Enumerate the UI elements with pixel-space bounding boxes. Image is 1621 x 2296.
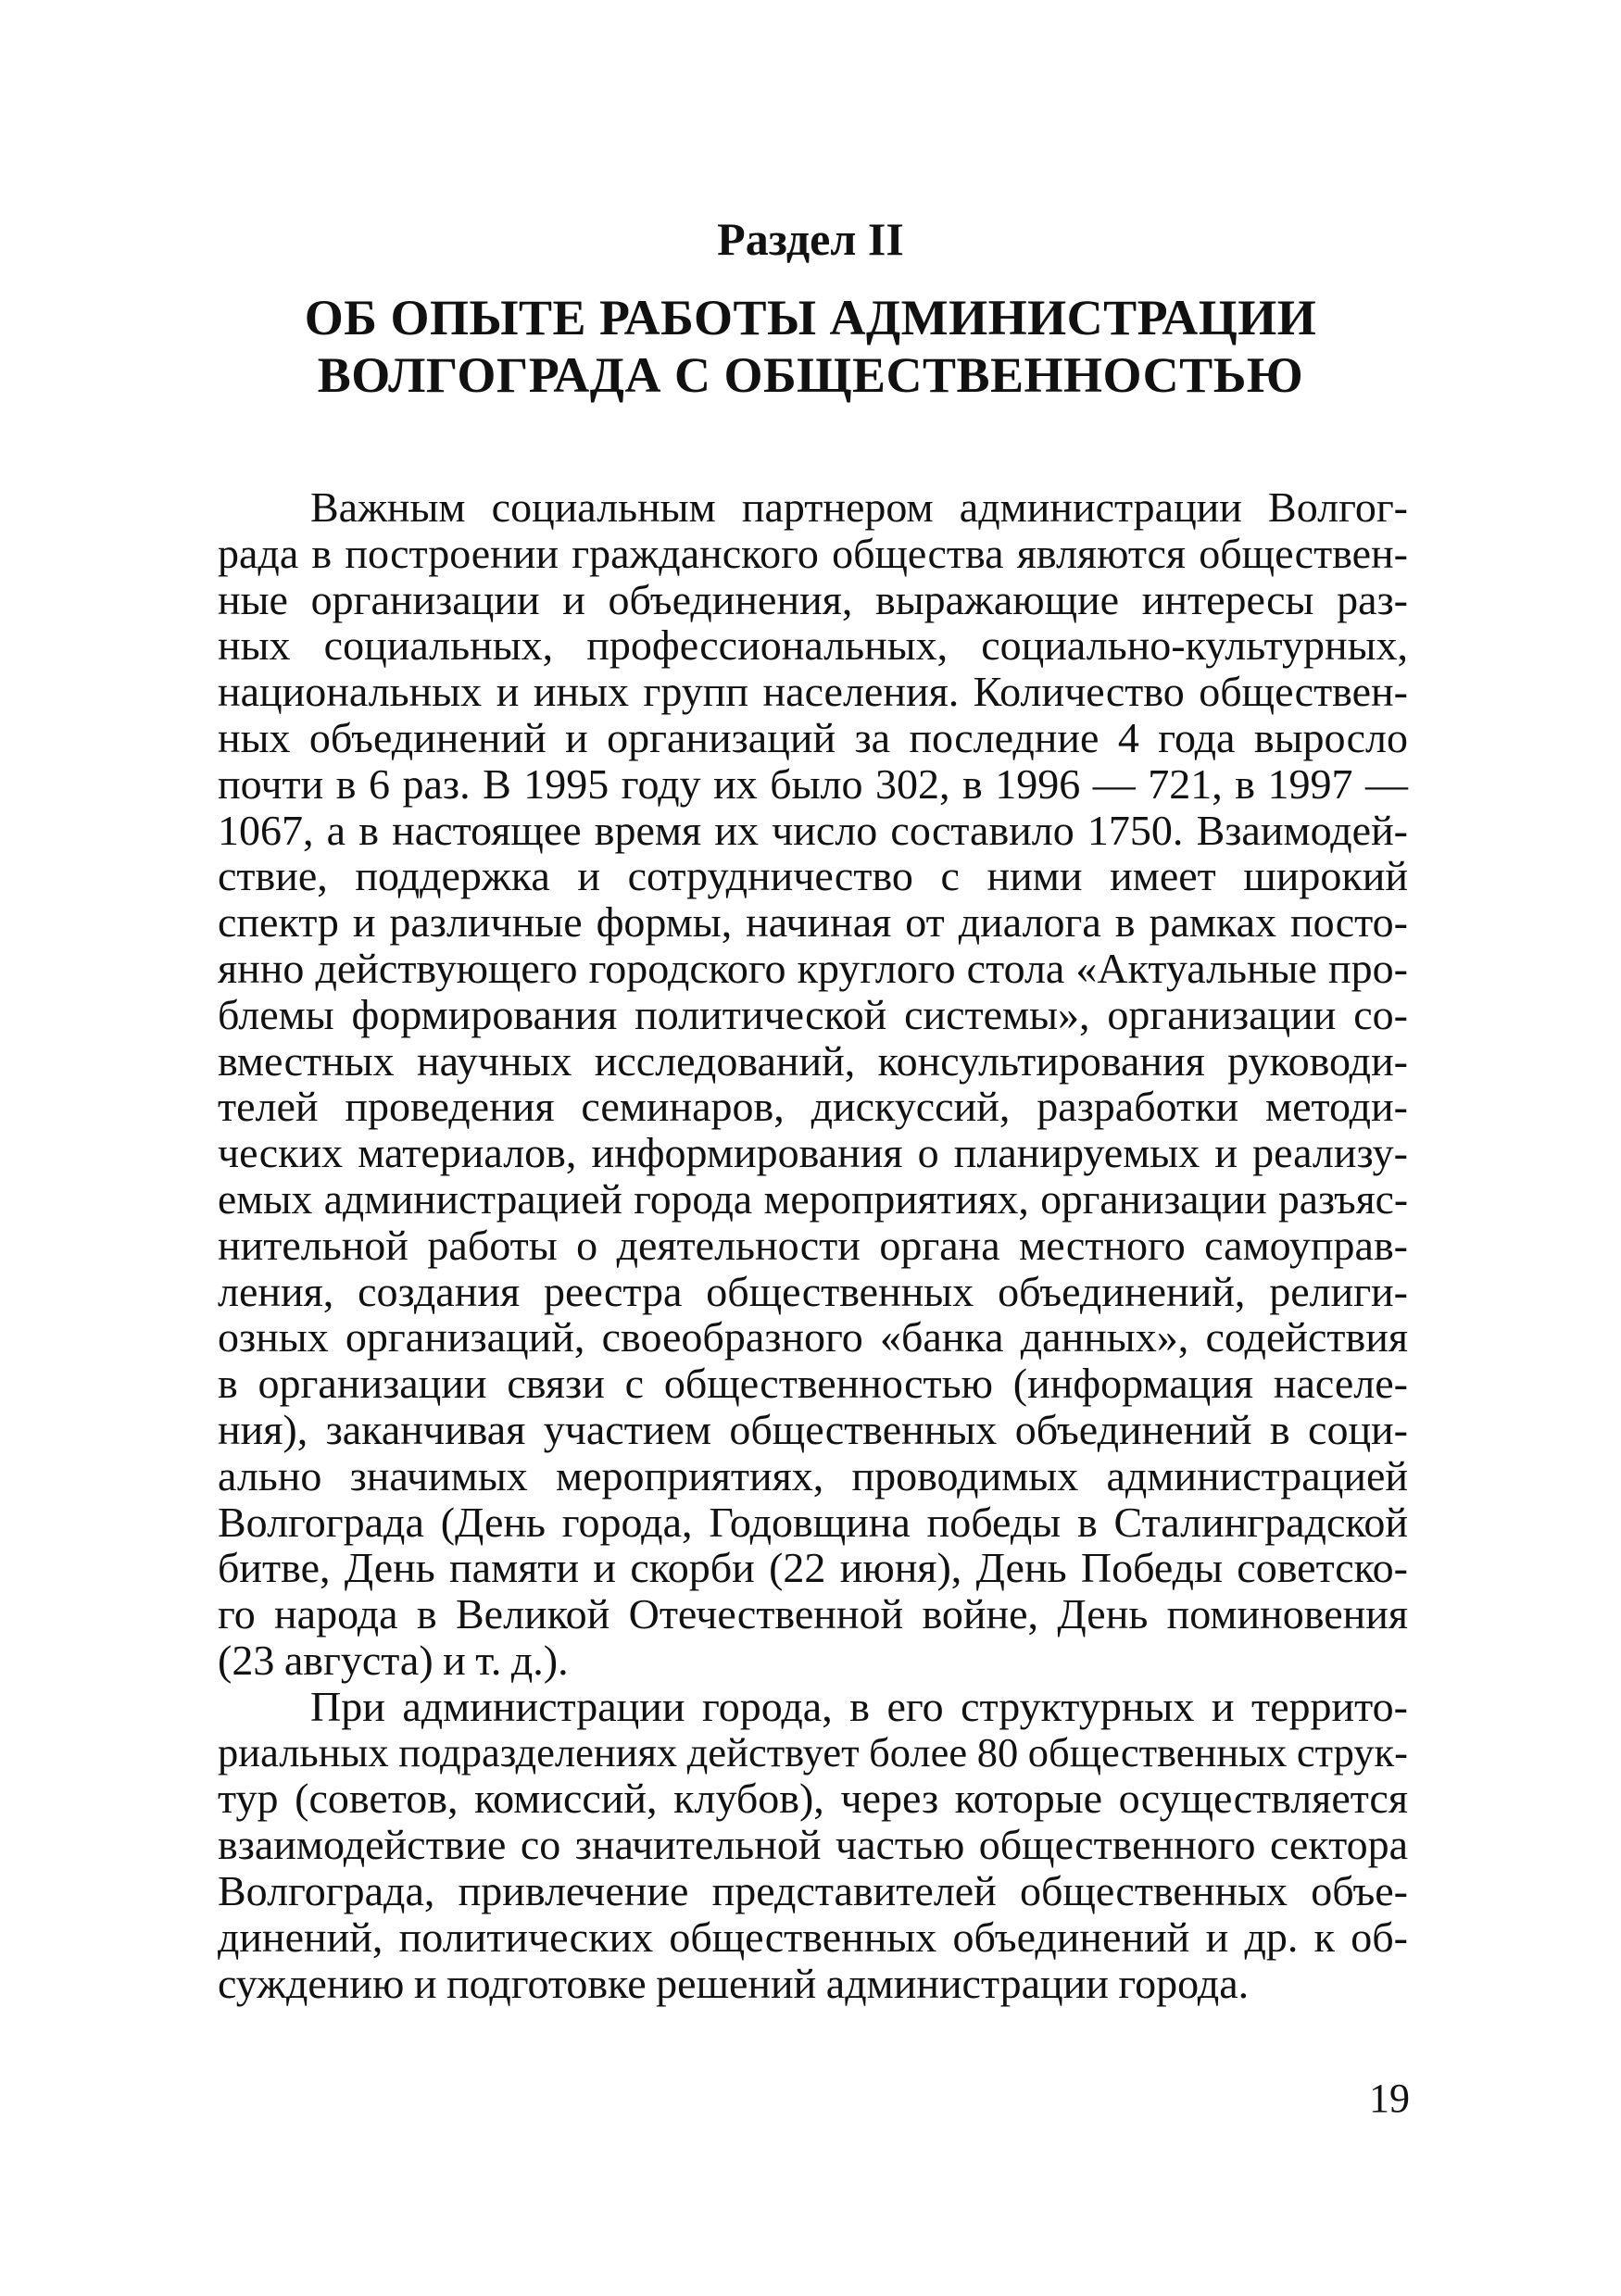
text-line: ные организации и объединения, выражающие интересы раз- <box>218 575 1408 623</box>
text-line: взаимодействие со значительной частью общественного сектора <box>218 1821 1408 1869</box>
text-line: блемы формирования политической системы», организации со- <box>218 990 1408 1038</box>
text-line: битве, День памяти и скорби (22 июня), День Победы советско- <box>218 1544 1408 1592</box>
text-line: ния), заканчивая участием общественных объединений в соци- <box>218 1405 1408 1453</box>
text-line: 1067, а в настоящее время их число составило 1750. Взаимодей- <box>218 806 1408 854</box>
text-line: суждению и подготовке решений администрации города. <box>218 1959 1250 2007</box>
text-line: почти в 6 раз. В 1995 году их было 302, в 1996 — 721, в 1997 — <box>218 759 1408 808</box>
text-line: вместных научных исследований, консультирования руководи- <box>218 1036 1408 1085</box>
text-line: рада в построении гражданского общества являются обществен- <box>218 529 1408 577</box>
text-line: Волгограда (День города, Годовщина победы в Сталинградской <box>218 1498 1408 1546</box>
text-line: Волгограда, привлечение представителей общественных объе- <box>218 1866 1408 1914</box>
text-line: в организации связи с общественностью (информация населе- <box>218 1360 1408 1408</box>
text-line: ально значимых мероприятиях, проводимых администрацией <box>218 1451 1408 1499</box>
text-line: ных объединений и организаций за последние 4 года выросло <box>218 713 1408 761</box>
text-line: ления, создания реестра общественных объединений, религи- <box>218 1267 1408 1315</box>
text-line: ных социальных, профессиональных, социально-культурных, <box>218 621 1408 670</box>
text-line: Важным социальным партнером администрации Волгог- <box>310 483 1408 531</box>
heading-line: ОБ ОПЫТЕ РАБОТЫ АДМИНИСТРАЦИИ <box>304 290 1317 345</box>
text-line: динений, политических общественных объединений и др. к об- <box>218 1913 1408 1961</box>
page-number: 19 <box>1369 2076 1410 2121</box>
text-line: национальных и иных групп населения. Количество обществен- <box>218 668 1408 716</box>
text-line: озных организаций, своеобразного «банка данных», содействия <box>218 1313 1408 1361</box>
chapter-heading <box>0 289 1621 404</box>
body-text <box>218 484 1408 2006</box>
text-line: При администрации города, в его структурных и террито- <box>310 1682 1408 1730</box>
text-line: го народа в Великой Отечественной войне, День поминовения <box>218 1590 1408 1638</box>
text-line: нительной работы о деятельности органа местного самоуправ- <box>218 1221 1408 1269</box>
text-line: ствие, поддержка и сотрудничество с ними имеет широкий <box>218 852 1408 900</box>
text-line: янно действующего городского круглого стола «Актуальные про- <box>218 944 1408 992</box>
text-line: спектр и различные формы, начиная от диалога в рамках посто- <box>218 898 1408 947</box>
text-line: емых администрацией города мероприятиях, организации разъяс- <box>218 1174 1408 1223</box>
text-line: (23 августа) и т. д.). <box>218 1636 569 1684</box>
heading-line: ВОЛГОГРАДА С ОБЩЕСТВЕННОСТЬЮ <box>317 347 1304 403</box>
text-line: ческих материалов, информирования о планируемых и реализу- <box>218 1129 1408 1177</box>
text-line: телей проведения семинаров, дискуссий, разработки методи- <box>218 1083 1408 1131</box>
text-line: риальных подразделениях действует более 80 общественных струк- <box>218 1728 1408 1775</box>
section-label: Раздел II <box>717 213 904 265</box>
text-line: тур (советов, комиссий, клубов), через которые осуществляется <box>218 1775 1408 1823</box>
